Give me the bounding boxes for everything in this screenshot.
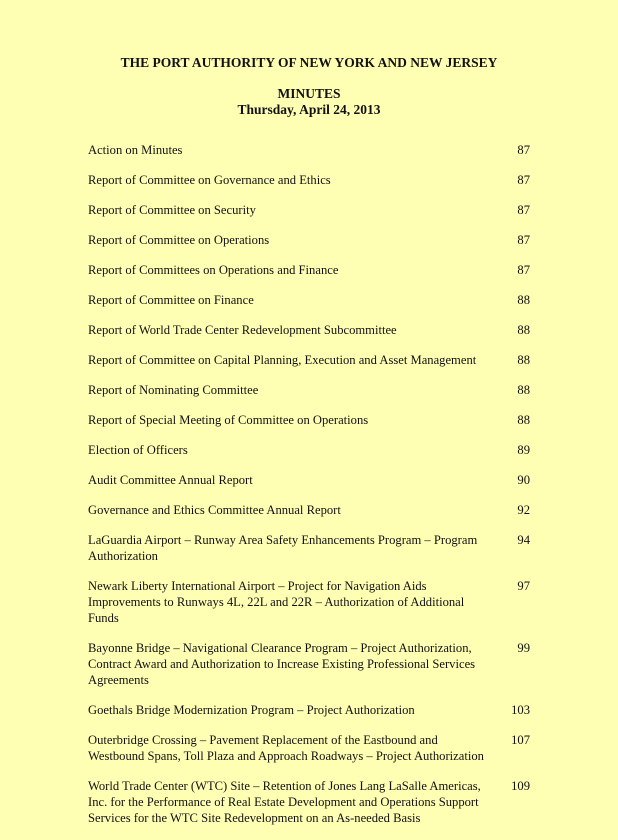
- toc-entry-title: Goethals Bridge Modernization Program – Project Authorization: [88, 703, 415, 717]
- toc-entry: [88, 442, 530, 458]
- toc-entry-title: Report of World Trade Center Redevelopment Subcommittee: [88, 323, 397, 337]
- toc-entry-title: Report of Committee on Operations: [88, 233, 270, 247]
- toc-entry-title: Governance and Ethics Committee Annual Report: [88, 503, 341, 517]
- toc-entry: [88, 472, 530, 488]
- toc-entry-page: 99: [517, 641, 530, 655]
- toc-entry-title: Outerbridge Crossing – Pavement Replacement of the Eastbound and Westbound Spans, Toll Plaza and Approach Roadways – Project Authorization: [88, 733, 484, 763]
- toc-entry: [88, 202, 530, 218]
- toc-entry-page: 88: [517, 323, 530, 337]
- toc-entry: [88, 262, 530, 278]
- toc-entry: [88, 412, 530, 428]
- toc-entry: [88, 578, 530, 626]
- toc-entry-page: 92: [517, 503, 530, 517]
- toc-entry-title: Report of Nominating Committee: [88, 383, 259, 397]
- table-of-contents: [88, 142, 530, 840]
- toc-entry: [88, 778, 530, 826]
- meeting-date: Thursday, April 24, 2013: [237, 102, 381, 117]
- toc-entry-title: Report of Committee on Security: [88, 203, 256, 217]
- toc-entry-page: 88: [517, 413, 530, 427]
- toc-entry-page: 90: [517, 473, 530, 487]
- toc-entry-title: Report of Committee on Finance: [88, 293, 254, 307]
- toc-entry: [88, 732, 530, 764]
- toc-entry-title: LaGuardia Airport – Runway Area Safety Enhancements Program – Program Authorization: [88, 533, 478, 563]
- toc-entry-page: 87: [517, 173, 530, 187]
- toc-entry: [88, 352, 530, 368]
- toc-entry-page: 94: [517, 533, 530, 547]
- toc-entry-page: 87: [517, 143, 530, 157]
- toc-entry-page: 88: [517, 293, 530, 307]
- toc-entry-page: 89: [517, 443, 530, 457]
- toc-entry-page: 87: [517, 203, 530, 217]
- document-type-heading: MINUTES: [277, 86, 341, 101]
- toc-entry: [88, 142, 530, 158]
- toc-entry-title: Newark Liberty International Airport – Project for Navigation Aids Improvements to Runways 4L, 22L and 22R – Authorization of Additional Funds: [88, 579, 465, 625]
- toc-entry-page: 97: [517, 579, 530, 593]
- toc-entry-title: Report of Committee on Capital Planning, Execution and Asset Management: [88, 353, 477, 367]
- toc-entry: [88, 172, 530, 188]
- toc-entry-page: 109: [511, 779, 530, 793]
- toc-entry: [88, 702, 530, 718]
- toc-entry-title: Report of Committees on Operations and Finance: [88, 263, 339, 277]
- toc-entry-title: Report of Special Meeting of Committee on Operations: [88, 413, 369, 427]
- toc-entry: [88, 322, 530, 338]
- toc-entry-page: 88: [517, 353, 530, 367]
- toc-entry-page: 87: [517, 233, 530, 247]
- toc-entry-title: Action on Minutes: [88, 143, 183, 157]
- toc-entry-page: 88: [517, 383, 530, 397]
- toc-entry-page: 87: [517, 263, 530, 277]
- toc-entry-title: Audit Committee Annual Report: [88, 473, 253, 487]
- toc-entry: [88, 232, 530, 248]
- toc-entry-page: 107: [511, 733, 530, 747]
- organization-heading: THE PORT AUTHORITY OF NEW YORK AND NEW JERSEY: [120, 55, 498, 70]
- toc-entry-title: Report of Committee on Governance and Ethics: [88, 173, 331, 187]
- toc-entry-title: Bayonne Bridge – Navigational Clearance Program – Project Authorization, Contract Award and Authorization to Increase Existing Professional Services Agreements: [88, 641, 476, 687]
- toc-entry-title: Election of Officers: [88, 443, 188, 457]
- toc-entry: [88, 292, 530, 308]
- toc-entry-title: World Trade Center (WTC) Site – Retention of Jones Lang LaSalle Americas, Inc. for the Performance of Real Estate Development and Operations Support Services for the WTC Site Redevelopment on an As-needed Basis: [88, 779, 481, 825]
- toc-entry: [88, 532, 530, 564]
- toc-entry: [88, 640, 530, 688]
- toc-entry-page: 103: [511, 703, 530, 717]
- toc-entry: [88, 502, 530, 518]
- toc-entry: [88, 382, 530, 398]
